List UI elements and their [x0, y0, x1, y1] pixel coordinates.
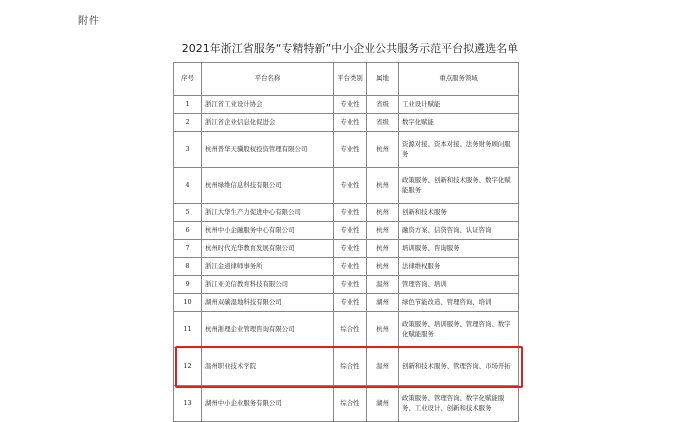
service-field-cell: 法律维权服务: [399, 258, 519, 276]
table-row: [174, 294, 519, 312]
row-number-cell: 3: [174, 132, 202, 168]
service-field-cell: 政策服务、管理咨询、数字化赋能服务、工业设计、创新和技术服务: [399, 386, 519, 422]
row-number-cell: 9: [174, 276, 202, 294]
location-cell: 温州: [367, 348, 399, 386]
platform-name-cell: 浙江亚美信教育科技有限公司: [202, 276, 334, 294]
row-number-cell: 13: [174, 386, 202, 422]
platform-name-cell: 湖州中小企业服务有限公司: [202, 386, 334, 422]
row-number-cell: 6: [174, 222, 202, 240]
service-field-cell: 绿色节能改造、管理咨询、培训: [399, 294, 519, 312]
row-number-cell: 8: [174, 258, 202, 276]
row-number-cell: 1: [174, 96, 202, 114]
location-cell: 杭州: [367, 168, 399, 204]
column-header-platform-type: 平台类别: [334, 63, 367, 96]
platform-type-cell: 专业性: [334, 96, 367, 114]
platform-type-cell: 专业性: [334, 276, 367, 294]
table-row: [174, 204, 519, 222]
location-cell: 湖州: [367, 386, 399, 422]
attachment-label: 附件: [78, 16, 100, 27]
location-cell: 温州: [367, 276, 399, 294]
platform-name-cell: 浙江省工业设计协会: [202, 96, 334, 114]
service-field-cell: 创新和技术服务、管理咨询、市场开拓: [399, 348, 519, 386]
service-field-cell: 管理咨询、培训: [399, 276, 519, 294]
table-row: [174, 168, 519, 204]
service-field-cell: 培训服务、咨询服务: [399, 240, 519, 258]
service-field-cell: 工业设计赋能: [399, 96, 519, 114]
platform-type-cell: 综合性: [334, 386, 367, 422]
platform-name-cell: 杭州中小企融服务中心有限公司: [202, 222, 334, 240]
platform-type-cell: 专业性: [334, 168, 367, 204]
table-row: [174, 258, 519, 276]
service-field-cell: 政策服务、创新和技术服务、数字化赋能服务: [399, 168, 519, 204]
document-title: 2021年浙江省服务“专精特新”中小企业公共服务示范平台拟遴选名单: [181, 42, 519, 55]
table-row: [174, 222, 519, 240]
location-cell: 杭州: [367, 222, 399, 240]
location-cell: 省级: [367, 114, 399, 132]
row-number-cell: 2: [174, 114, 202, 132]
service-field-cell: 资源对接、资本对接、法务财务顾问服务: [399, 132, 519, 168]
platform-name-cell: 浙江大华生产力促进中心有限公司: [202, 204, 334, 222]
service-field-cell: 融资方案、信贷咨询、认证咨询: [399, 222, 519, 240]
platform-type-cell: 专业性: [334, 222, 367, 240]
table-row: [174, 276, 519, 294]
location-cell: 杭州: [367, 240, 399, 258]
table-row: [174, 240, 519, 258]
table-row: [174, 96, 519, 114]
table-row: [174, 132, 519, 168]
row-number-cell: 10: [174, 294, 202, 312]
platform-type-cell: 专业性: [334, 258, 367, 276]
row-number-cell: 12: [174, 348, 202, 386]
row-number-cell: 11: [174, 312, 202, 348]
row-number-cell: 4: [174, 168, 202, 204]
service-field-cell: 数字化赋能: [399, 114, 519, 132]
platform-type-cell: 专业性: [334, 294, 367, 312]
column-header-location: 属地: [367, 63, 399, 96]
column-header-service-field: 重点服务领域: [399, 63, 519, 96]
column-header-number: 序号: [174, 63, 202, 96]
platform-name-cell: 杭州浙理企业管理咨询有限公司: [202, 312, 334, 348]
location-cell: 杭州: [367, 204, 399, 222]
location-cell: 杭州: [367, 132, 399, 168]
highlight-box: [175, 346, 523, 388]
row-number-cell: 7: [174, 240, 202, 258]
row-number-cell: 5: [174, 204, 202, 222]
service-field-cell: 政策服务、培训服务、管理咨询、数字化赋能服务: [399, 312, 519, 348]
platform-type-cell: 专业性: [334, 240, 367, 258]
table-row: [174, 114, 519, 132]
column-header-platform-name: 平台名称: [202, 63, 334, 96]
location-cell: 杭州: [367, 312, 399, 348]
platform-name-cell: 湖州双碳湿地科技有限公司: [202, 294, 334, 312]
platform-name-cell: 浙江省企业信息化促进会: [202, 114, 334, 132]
location-cell: 杭州: [367, 258, 399, 276]
platform-type-cell: 专业性: [334, 204, 367, 222]
location-cell: 省级: [367, 96, 399, 114]
table-row: [174, 386, 519, 422]
table-row: [174, 312, 519, 348]
platform-name-cell: 温州职业技术学院: [202, 348, 334, 386]
platform-type-cell: 综合性: [334, 312, 367, 348]
table-header-row: [174, 63, 519, 96]
location-cell: 湖州: [367, 294, 399, 312]
platform-type-cell: 专业性: [334, 114, 367, 132]
platform-name-cell: 杭州绿维信息科技有限公司: [202, 168, 334, 204]
platform-name-cell: 杭州普华天骥股权投资管理有限公司: [202, 132, 334, 168]
platform-name-cell: 杭州时代光华教育发展有限公司: [202, 240, 334, 258]
platform-type-cell: 综合性: [334, 348, 367, 386]
platform-name-cell: 浙江金道律师事务所: [202, 258, 334, 276]
platform-type-cell: 专业性: [334, 132, 367, 168]
service-field-cell: 创新和技术服务: [399, 204, 519, 222]
